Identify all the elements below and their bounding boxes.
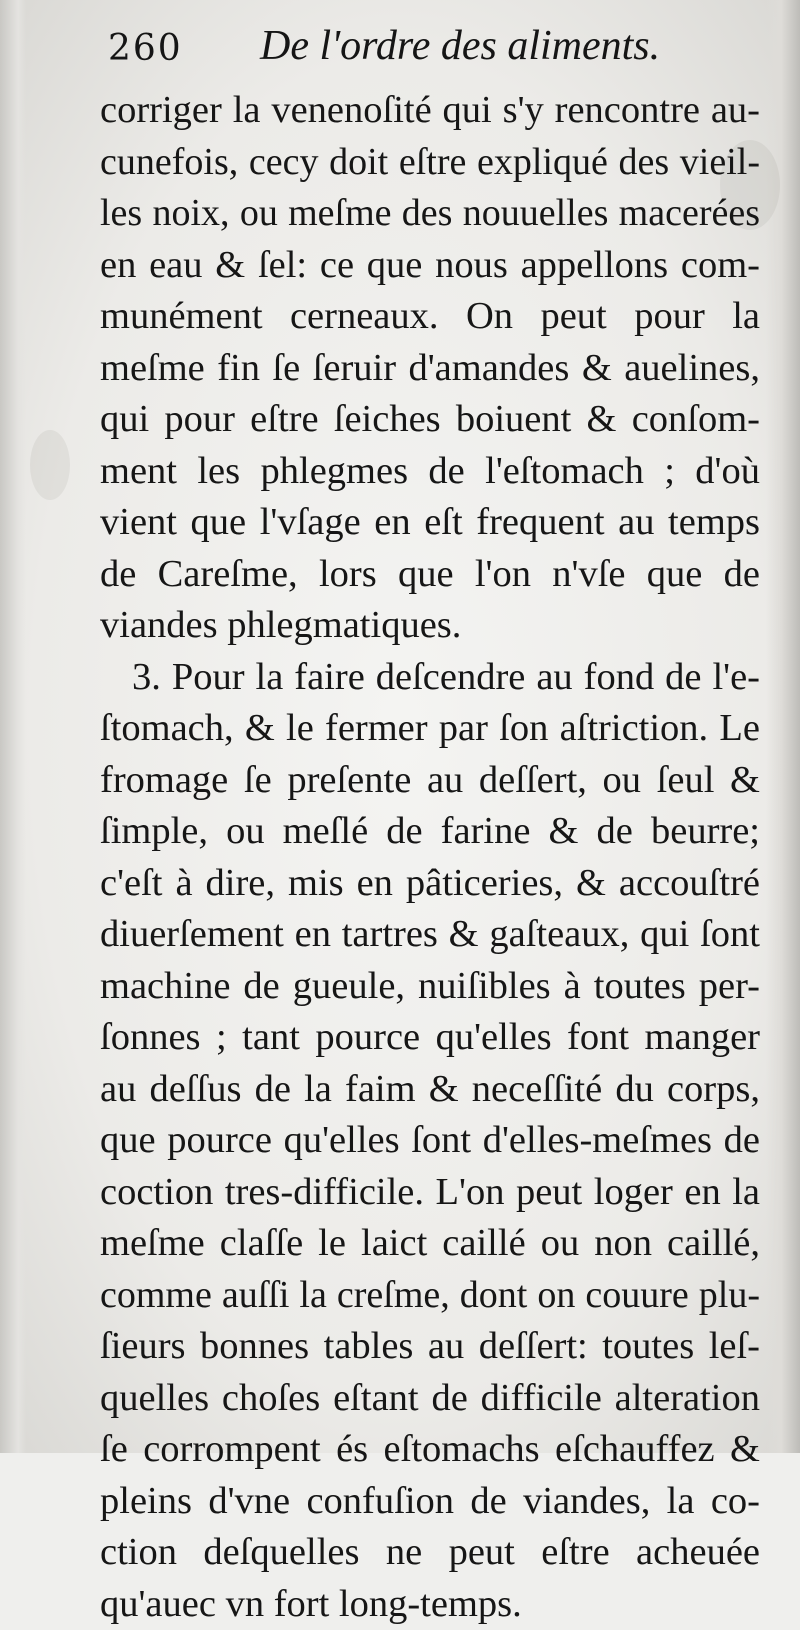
text-line: meſme claſſe le laict caillé ou non caillé,: [100, 1218, 760, 1270]
text-line: vient que l'vſage en eſt frequent au temps: [100, 497, 760, 549]
page-gutter-right: [766, 0, 800, 1453]
text-line: meſme fin ſe ſeruir d'amandes & auelines,: [100, 343, 760, 395]
text-line: ction deſquelles ne peut eſtre acheuée: [100, 1527, 760, 1579]
text-line: qui pour eſtre ſeiches boiuent & conſom-: [100, 394, 760, 446]
page-number: 260: [108, 28, 183, 69]
text-line: ſimple, ou meſlé de farine & de beurre;: [100, 806, 760, 858]
text-line: quelles choſes eſtant de difficile alteration: [100, 1373, 760, 1425]
text-line: viandes phlegmatiques.: [100, 600, 760, 652]
text-line: les noix, ou meſme des nouuelles macerées: [100, 188, 760, 240]
text-line: qu'auec vn fort long-temps.: [100, 1579, 760, 1630]
text-line: munément cerneaux. On peut pour la: [100, 291, 760, 343]
page-gutter-left: [0, 0, 26, 1453]
text-line: pleins d'vne confuſion de viandes, la co-: [100, 1476, 760, 1528]
text-line: coction tres-difficile. L'on peut loger en la: [100, 1167, 760, 1219]
text-line: c'eſt à dire, mis en pâticeries, & accouſtré: [100, 858, 760, 910]
text-line: ſe corrompent és eſtomachs eſchauffez &: [100, 1424, 760, 1476]
text-line: cunefois, cecy doit eſtre expliqué des vieil-: [100, 137, 760, 189]
text-line: comme auſſi la creſme, dont on couure plu-: [100, 1270, 760, 1322]
text-line: ſieurs bonnes tables au deſſert: toutes leſ-: [100, 1321, 760, 1373]
text-line: que pource qu'elles ſont d'elles-meſmes de: [100, 1115, 760, 1167]
text-line: ment les phlegmes de l'eſtomach ; d'où: [100, 446, 760, 498]
text-line: ſtomach, & le fermer par ſon aſtriction. Le: [100, 703, 760, 755]
text-line: machine de gueule, nuiſibles à toutes per-: [100, 961, 760, 1013]
page-header: [108, 22, 748, 82]
text-line: au deſſus de la faim & neceſſité du corps,: [100, 1064, 760, 1116]
paper-stain: [30, 430, 70, 500]
text-line: fromage ſe preſente au deſſert, ou ſeul &: [100, 755, 760, 807]
text-line: diuerſement en tartres & gaſteaux, qui ſont: [100, 909, 760, 961]
running-title: De l'ordre des aliments.: [260, 22, 660, 70]
text-line: de Careſme, lors que l'on n'vſe que de: [100, 549, 760, 601]
text-line: 3. Pour la faire deſcendre au fond de l'e-: [100, 652, 760, 704]
body-text: [100, 85, 760, 1630]
text-line: en eau & ſel: ce que nous appellons com-: [100, 240, 760, 292]
text-line: corriger la venenoſité qui s'y rencontre au-: [100, 85, 760, 137]
text-line: ſonnes ; tant pource qu'elles font manger: [100, 1012, 760, 1064]
